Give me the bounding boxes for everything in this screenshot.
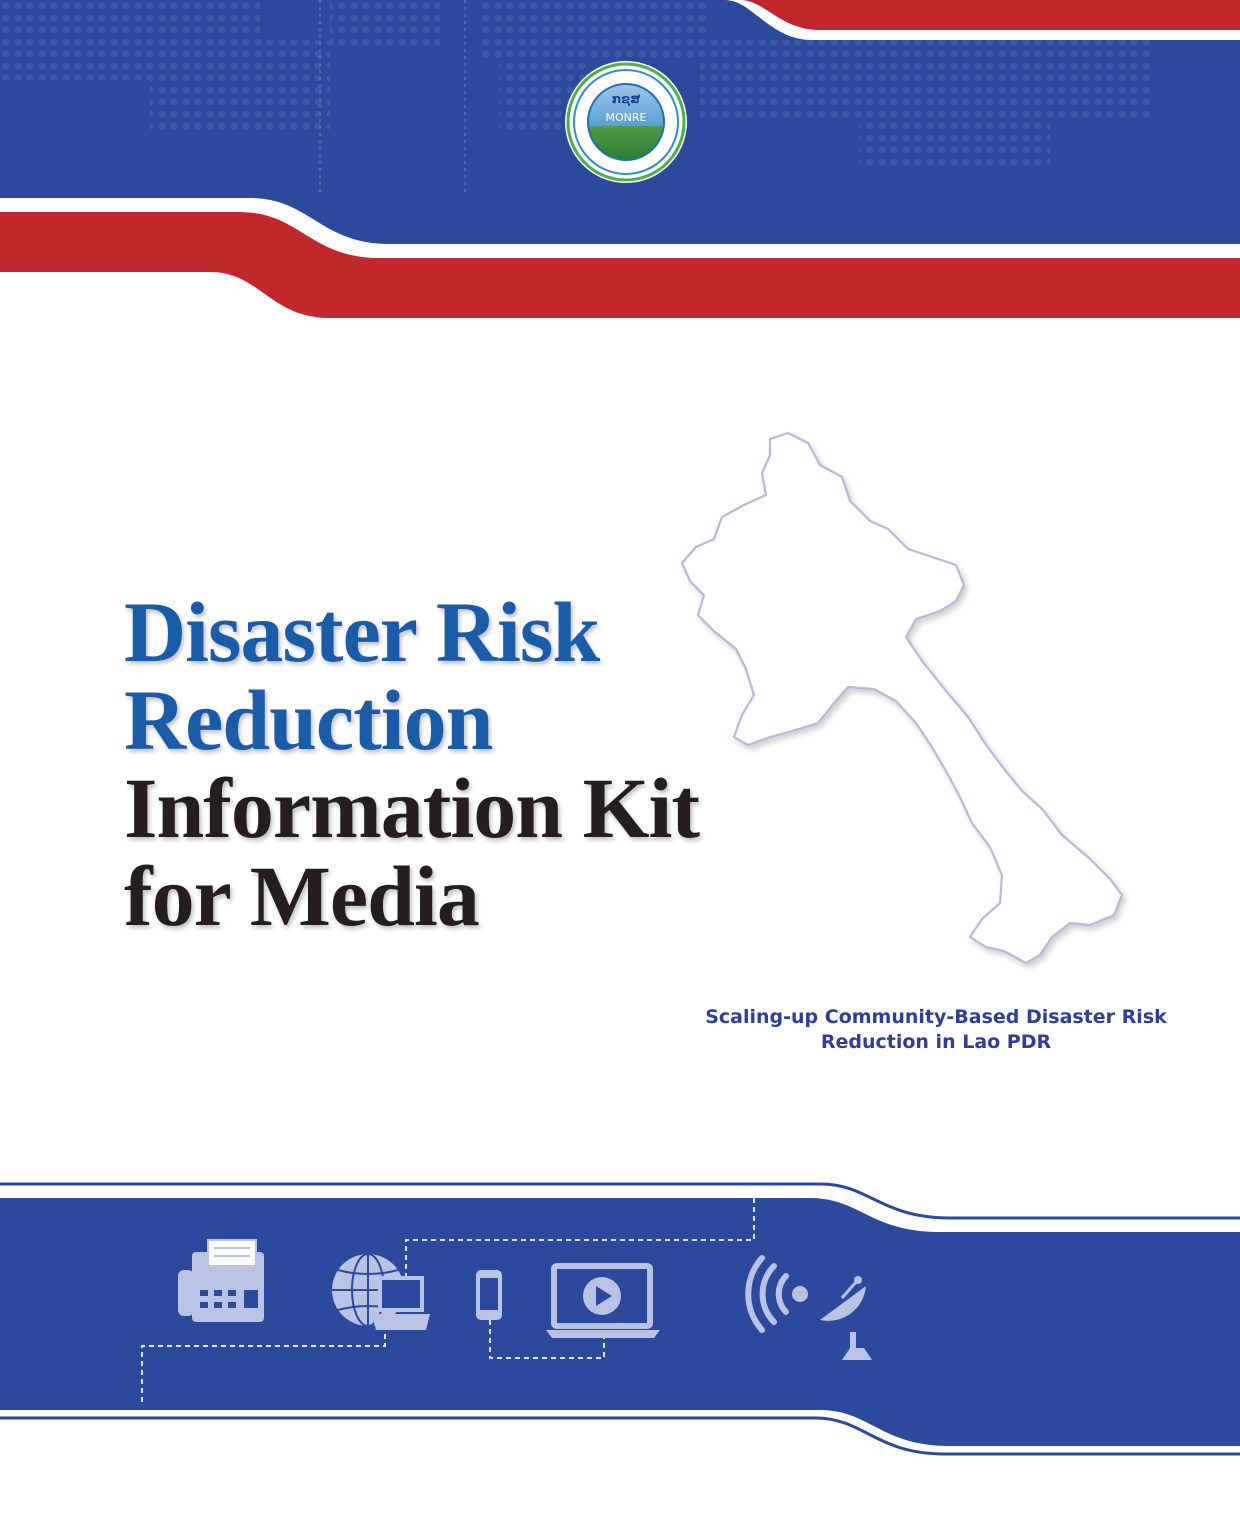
title-line-2: Reduction [124, 672, 493, 768]
document-title [124, 584, 700, 944]
logo-abbreviation: MONRE [605, 111, 647, 124]
subtitle-line-2: Reduction in Lao PDR [820, 1031, 1052, 1053]
title-line-4: for Media [124, 848, 479, 944]
subtitle-line-1: Scaling-up Community-Based Disaster Risk [705, 1006, 1167, 1028]
project-subtitle [700, 1005, 1172, 1055]
logo-local-abbreviation: ກຊສ [611, 92, 641, 106]
lao-map-outline [670, 425, 1150, 985]
video-monitor-icon [546, 1266, 660, 1338]
mobile-phone-icon [476, 1270, 502, 1320]
title-line-3: Information Kit [124, 760, 700, 856]
title-line-1: Disaster Risk [124, 584, 600, 680]
footer-banner [0, 1170, 1240, 1535]
